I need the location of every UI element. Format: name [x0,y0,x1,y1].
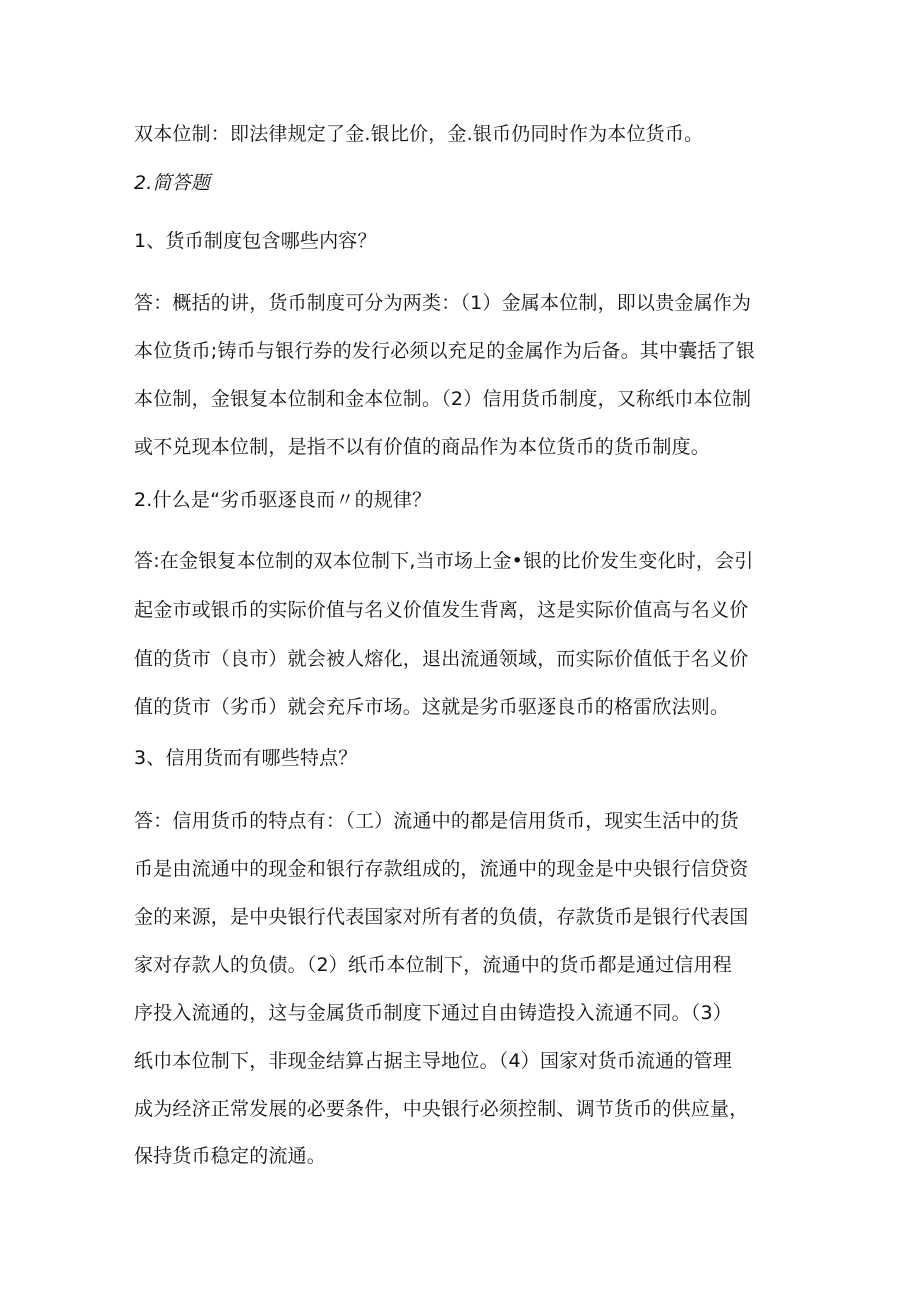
answer-1-line-3: 本位制，金银复本位制和金本位制。（2）信用货币制度，又称纸巾本位制 [134,388,752,410]
answer-1-line-2: 本位货币;铸币与银行券的发行必须以充足的金属作为后备。其中囊括了银 [134,340,756,362]
answer-2-line-3: 值的货市（良市）就会被人熔化，退出流通领域，而实际价值低于名义价 [134,648,749,670]
answer-2-line-1: 答:在金银复本位制的双本位制下,当市场上金•银的比价发生变化时，会引 [134,550,754,572]
answer-1-line-4: 或不兑现本位制，是指不以有价值的商品作为本位货币的货币制度。 [134,436,711,458]
question-2: 2.什么是“劣币驱逐良而〃的规律？ [134,489,432,511]
answer-3-line-8: 保持货币稳定的流通。 [134,1145,327,1167]
answer-3-line-6: 纸巾本位制下，非现金结算占据主导地位。（4）国家对货币流通的管理 [134,1050,732,1072]
answer-3-line-1: 答：信用货币的特点有：（工）流通中的都是信用货币，现实生活中的货 [134,810,739,832]
answer-3-line-7: 成为经济正常发展的必要条件，中央银行必须控制、调节货币的供应量， [134,1098,749,1120]
answer-2-line-4: 值的货市（劣币）就会充斥市场。这就是劣币驱逐良币的格雷欣法则。 [134,696,730,718]
section-heading-short-answer: 2.简答题 [134,172,211,194]
answer-1-line-1: 答：概括的讲，货币制度可分为两类：（1）金属本位制，即以贵金属作为 [134,292,752,314]
answer-3-line-3: 金的来源，是中央银行代表国家对所有者的负债，存款货币是银行代表国 [134,906,749,928]
answer-3-line-4: 家对存款人的负债。（2）纸币本位制下，流通中的货币都是通过信用程 [134,954,732,976]
question-3: 3、信用货而有哪些特点？ [134,747,358,769]
question-1: 1、货币制度包含哪些内容？ [134,230,377,252]
definition-bimetallic: 双本位制：即法律规定了金.银比价，金.银币仍同时作为本位货币。 [134,123,704,145]
answer-2-line-2: 起金市或银币的实际价值与名义价值发生背离，这是实际价值高与名义价 [134,599,749,621]
answer-3-line-5: 序投入流通的，这与金属货币制度下通过自由铸造投入流通不同。（3） [134,1002,732,1024]
answer-3-line-2: 币是由流通中的现金和银行存款组成的，流通中的现金是中央银行信贷资 [134,858,749,880]
